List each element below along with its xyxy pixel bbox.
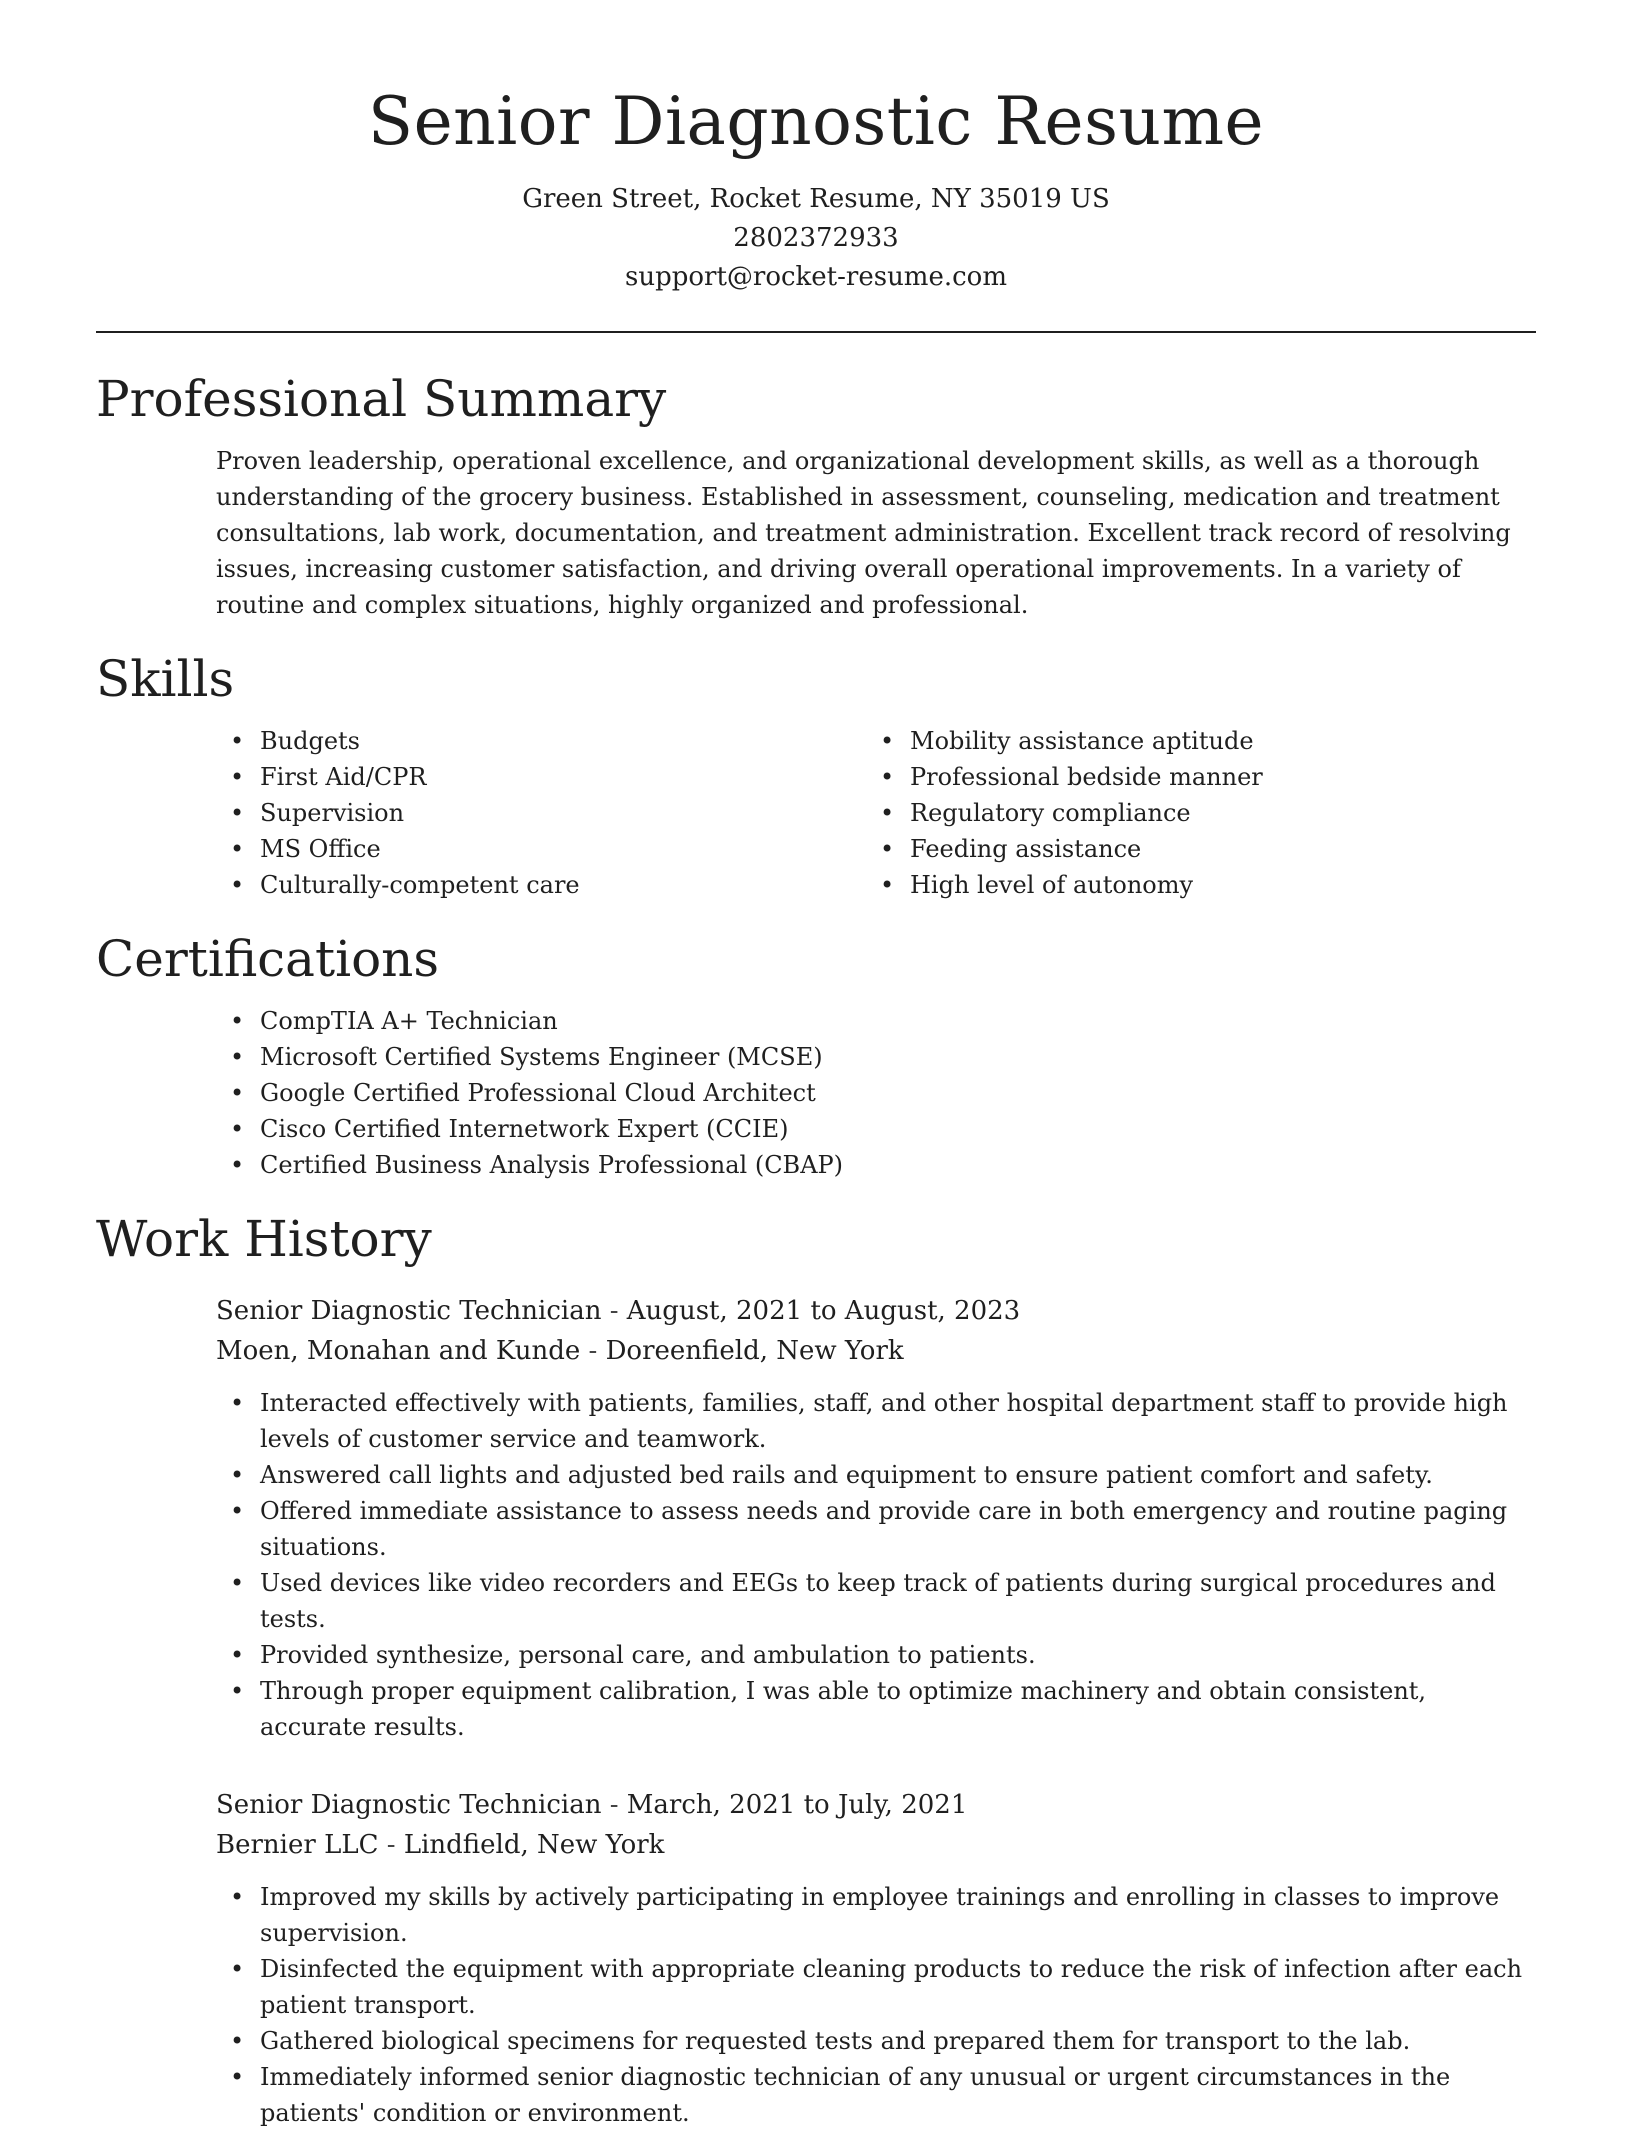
job-company: Bernier LLC bbox=[216, 1829, 379, 1860]
skill-item: • Regulatory compliance bbox=[866, 795, 1516, 831]
resume-header bbox=[0, 0, 1632, 297]
summary-text: Proven leadership, operational excellence, and organizational development skills, as well as a thorough understanding of the grocery business. Established in assessment, counseling, medication and treatment consultations, lab work, documentation, and treatment administration. Excellent track record of resolving issues, increasing customer satisfaction, and driving overall operational improvements. In a variety of routine and complex situations, highly organized and professional. bbox=[216, 446, 1511, 619]
summary-section bbox=[0, 369, 1632, 623]
skill-item: • High level of autonomy bbox=[866, 867, 1516, 903]
certification-item: • Google Certified Professional Cloud Architect bbox=[216, 1075, 1536, 1111]
job-bullets bbox=[216, 1879, 1536, 2131]
job-bullets bbox=[216, 1385, 1536, 1745]
certification-item: • CompTIA A+ Technician bbox=[216, 1003, 1536, 1039]
resume-title: Senior Diagnostic Resume bbox=[367, 83, 1265, 160]
certification-item: • Microsoft Certified Systems Engineer (MCSE) bbox=[216, 1039, 1536, 1075]
certification-item: • Cisco Certified Internetwork Expert (CCIE) bbox=[216, 1111, 1536, 1147]
job-role: Senior Diagnostic Technician bbox=[216, 1295, 602, 1326]
phone: 2802372933 bbox=[733, 222, 899, 253]
certifications-heading: Certifications bbox=[96, 929, 440, 988]
work-history-heading: Work History bbox=[96, 1209, 432, 1268]
separator: - bbox=[601, 1295, 627, 1326]
address: Green Street, Rocket Resume, NY 35019 US bbox=[522, 183, 1110, 214]
separator: - bbox=[378, 1829, 404, 1860]
job-bullet: • Improved my skills by actively participating in employee trainings and enrolling in classes to improve supervision. bbox=[216, 1879, 1536, 1951]
job-title-line bbox=[216, 1785, 1536, 1825]
certifications-list bbox=[216, 1003, 1536, 1183]
job-company-line bbox=[216, 1825, 1536, 1865]
job-location: Lindfield, New York bbox=[403, 1829, 665, 1860]
job-bullet: • Answered call lights and adjusted bed rails and equipment to ensure patient comfort and safety. bbox=[216, 1457, 1536, 1493]
job-title-line bbox=[216, 1291, 1536, 1331]
job-bullet: • Immediately informed senior diagnostic technician of any unusual or urgent circumstances in the patients' condition or environment. bbox=[216, 2059, 1536, 2131]
skill-item: • Budgets bbox=[216, 723, 866, 759]
header-divider bbox=[96, 331, 1536, 333]
job-bullet: • Provided synthesize, personal care, and ambulation to patients. bbox=[216, 1637, 1536, 1673]
work-history-section bbox=[0, 1209, 1632, 2131]
skills-section bbox=[0, 649, 1632, 903]
separator: - bbox=[580, 1335, 606, 1366]
skills-right-list bbox=[866, 723, 1516, 903]
summary-heading: Professional Summary bbox=[96, 369, 667, 428]
skill-item: • Mobility assistance aptitude bbox=[866, 723, 1516, 759]
job-bullet: • Used devices like video recorders and EEGs to keep track of patients during surgical procedures and tests. bbox=[216, 1565, 1536, 1637]
separator: - bbox=[601, 1789, 627, 1820]
skill-item: • Supervision bbox=[216, 795, 866, 831]
skill-item: • First Aid/CPR bbox=[216, 759, 866, 795]
skill-item: • Feeding assistance bbox=[866, 831, 1516, 867]
job-location: Doreenfield, New York bbox=[605, 1335, 904, 1366]
job-bullet: • Through proper equipment calibration, I was able to optimize machinery and obtain consistent, accurate results. bbox=[216, 1673, 1536, 1745]
skill-item: • Culturally-competent care bbox=[216, 867, 866, 903]
job-dates: March, 2021 to July, 2021 bbox=[626, 1789, 968, 1820]
job-entry bbox=[216, 1291, 1536, 1745]
job-company-line bbox=[216, 1331, 1536, 1371]
job-bullet: • Offered immediate assistance to assess needs and provide care in both emergency and routine paging situations. bbox=[216, 1493, 1536, 1565]
job-entry bbox=[216, 1785, 1536, 2131]
certification-item: • Certified Business Analysis Professional (CBAP) bbox=[216, 1147, 1536, 1183]
certifications-section bbox=[0, 929, 1632, 1183]
skills-heading: Skills bbox=[96, 649, 235, 708]
skill-item: • MS Office bbox=[216, 831, 866, 867]
job-company: Moen, Monahan and Kunde bbox=[216, 1335, 581, 1366]
skills-left-list bbox=[216, 723, 866, 903]
job-dates: August, 2021 to August, 2023 bbox=[626, 1295, 1021, 1326]
job-role: Senior Diagnostic Technician bbox=[216, 1789, 602, 1820]
job-bullet: • Gathered biological specimens for requested tests and prepared them for transport to the lab. bbox=[216, 2023, 1536, 2059]
skills-grid bbox=[216, 723, 1536, 903]
skill-item: • Professional bedside manner bbox=[866, 759, 1516, 795]
contact-info bbox=[0, 180, 1632, 297]
job-bullet: • Interacted effectively with patients, families, staff, and other hospital department staff to provide high levels of customer service and teamwork. bbox=[216, 1385, 1536, 1457]
email: support@rocket-resume.com bbox=[624, 261, 1007, 292]
job-bullet: • Disinfected the equipment with appropriate cleaning products to reduce the risk of infection after each patient transport. bbox=[216, 1951, 1536, 2023]
